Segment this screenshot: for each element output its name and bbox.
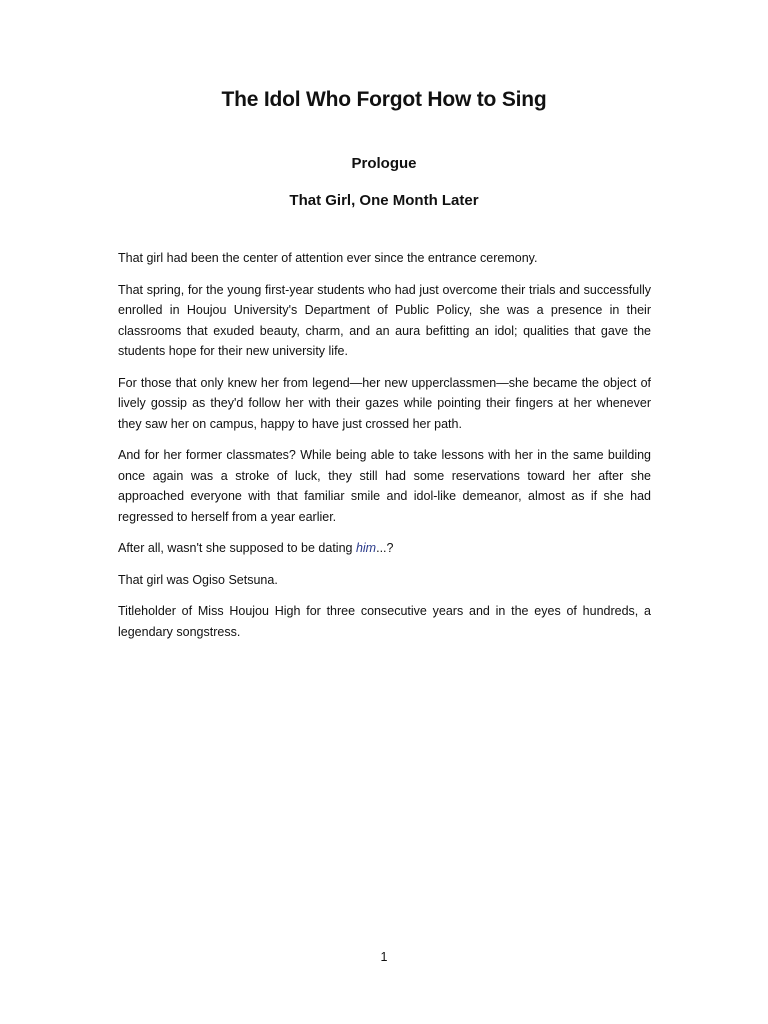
paragraph: That girl had been the center of attention ever since the entrance ceremony.: [118, 251, 538, 265]
dating-text-before: After all, wasn't she supposed to be dating: [118, 541, 356, 555]
dating-emphasis: him: [355, 541, 377, 555]
paragraph-name: That girl was Ogiso Setsuna.: [118, 572, 278, 587]
body-text: [118, 248, 651, 653]
paragraph-dating: [118, 538, 651, 559]
paragraph: For those that only knew her from legend—her new upperclassmen—she became the object of lively gossip as they'd follow her with their gazes while pointing their fingers at her whenever they saw her on campus, happy to have just crossed her path.: [118, 375, 651, 431]
paragraph: And for her former classmates? While being able to take lessons with her in the same building once again was a stroke of luck, they still had some reservations toward her after she approached everyone with that familiar smile and idol-like demeanor, almost as if she had regressed to herself from a year earlier.: [118, 448, 651, 524]
page-number: 1: [380, 950, 388, 964]
chapter-subtitle: That Girl, One Month Later: [289, 192, 479, 209]
document-title: The Idol Who Forgot How to Sing: [221, 88, 547, 111]
dating-text-after: ...?: [376, 541, 394, 555]
chapter-heading: Prologue: [351, 155, 417, 172]
paragraph-closing: Titleholder of Miss Houjou High for three consecutive years and in the eyes of hundreds, a legendary songstress.: [118, 604, 651, 639]
paragraph: That spring, for the young first-year students who had just overcome their trials and successfully enrolled in Houjou University's Department of Public Policy, she was a presence in their classrooms that exuded beauty, charm, and an aura befitting an idol; qualities that gave the students hope for their new university life.: [118, 282, 651, 358]
